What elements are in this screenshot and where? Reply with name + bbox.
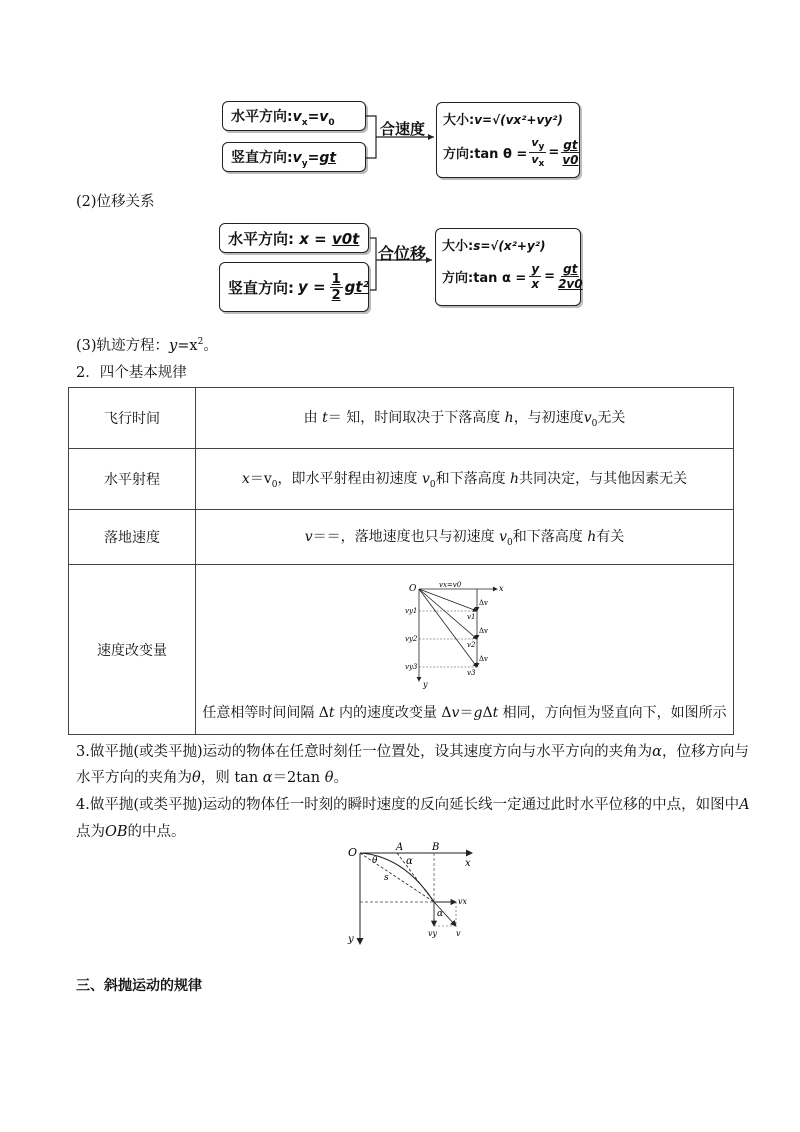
- var: A: [739, 797, 750, 813]
- var-sub: 0: [591, 418, 598, 429]
- table-row: [69, 388, 734, 449]
- den-sub: x: [538, 159, 545, 170]
- den: x: [531, 277, 540, 291]
- formula: x =: [299, 230, 327, 248]
- var: v: [421, 471, 430, 488]
- text: 无关: [597, 410, 626, 427]
- den: v0: [562, 153, 579, 168]
- box-label: 竖直方向:: [228, 278, 294, 297]
- table-row: [69, 565, 734, 735]
- top-label: vx=v0: [438, 581, 461, 589]
- displacement-vertical-box: [219, 262, 369, 312]
- formula-value: gt: [319, 150, 337, 166]
- fraction: [561, 138, 579, 167]
- table-row: [69, 510, 734, 565]
- para-4-line-2: [76, 820, 186, 841]
- dv-label-2: Δv: [478, 627, 488, 635]
- v3-label: v3: [466, 669, 475, 677]
- var: t: [492, 705, 499, 721]
- box-label: 水平方向:: [231, 109, 293, 125]
- text: ＝＝，落地速度也只与初速度: [312, 529, 495, 546]
- den: v: [531, 153, 539, 167]
- trajectory-eq: =x: [177, 338, 198, 354]
- text: 由: [303, 410, 318, 427]
- den: 2v0: [558, 277, 583, 291]
- trajectory-sup: 2: [197, 337, 204, 348]
- row-name: 落地速度: [69, 510, 196, 565]
- alpha2-label: α: [437, 909, 444, 919]
- text: 有关: [596, 529, 625, 546]
- text: ＝2tan: [272, 770, 325, 786]
- formula-sub: y: [301, 158, 308, 169]
- O-label: O: [348, 846, 358, 859]
- formula-value: gt²: [344, 278, 370, 296]
- formula-eq: =: [307, 150, 320, 166]
- text: Δ: [482, 705, 493, 721]
- text: ，与初速度: [513, 410, 584, 427]
- eq: =: [548, 145, 560, 161]
- dv-label-1: Δv: [478, 599, 488, 607]
- origin-label: O: [408, 584, 416, 594]
- mag-label: 大小:: [442, 239, 474, 254]
- vy2-label: vy2: [404, 635, 417, 643]
- text: 和下落高度: [512, 529, 583, 546]
- vy-label: vy: [428, 929, 438, 938]
- vy1-label: vy1: [404, 607, 417, 615]
- text: 任意相等时间间隔 Δ: [202, 705, 329, 721]
- row-content: [196, 449, 734, 510]
- mag-label: 大小:: [443, 113, 475, 128]
- text: 点为: [76, 824, 105, 840]
- text: 共同决定，与其他因素无关: [519, 471, 688, 488]
- var: α: [262, 770, 273, 786]
- x-label: x: [465, 858, 471, 869]
- section-3-label: (3)轨迹方程：: [76, 338, 170, 354]
- rules-table: [68, 387, 734, 735]
- para-3-line-2: [76, 766, 348, 787]
- row-content: [196, 388, 734, 449]
- row-name: 飞行时间: [69, 388, 196, 449]
- num: y: [531, 262, 540, 276]
- num: gt: [563, 262, 578, 276]
- formula-sub: 0: [328, 117, 335, 128]
- v-label: v: [456, 929, 461, 938]
- fraction: [558, 262, 583, 291]
- theta-label: θ: [372, 856, 378, 866]
- y-axis-label: y: [422, 680, 428, 689]
- den: 2: [331, 287, 341, 303]
- velocity-change-figure: [405, 579, 525, 695]
- box-label: 水平方向:: [228, 230, 294, 248]
- box-label: 竖直方向:: [231, 150, 293, 166]
- fraction: [330, 272, 343, 303]
- para-3-line-1: [76, 740, 749, 761]
- num: v: [531, 136, 539, 149]
- text: ＝v: [249, 471, 272, 488]
- table-row: [69, 449, 734, 510]
- s-label: s: [384, 873, 389, 883]
- var-sub: 0: [271, 479, 278, 490]
- mag-formula: s=√(x²+y²): [473, 239, 546, 253]
- mag-formula: v=√(vx²+vy²): [474, 113, 563, 127]
- num: 1: [331, 271, 341, 287]
- var: h: [504, 410, 514, 427]
- velocity-vertical-box: [222, 142, 366, 172]
- text: 内的速度改变量 Δ: [334, 705, 452, 721]
- B-label: B: [432, 842, 440, 853]
- text: 的中点。: [127, 824, 186, 840]
- text: ＝ 知，时间取决于下落高度: [327, 410, 501, 427]
- var-sub: 0: [429, 479, 436, 490]
- row-name: 水平射程: [69, 449, 196, 510]
- projectile-figure: [344, 838, 480, 948]
- velocity-change-caption: [196, 702, 733, 722]
- dv-label-3: Δv: [478, 655, 488, 663]
- text: ，则 tan: [200, 770, 263, 786]
- text: ，即水平射程由初速度: [277, 471, 418, 488]
- displacement-horizontal-box: [219, 223, 369, 253]
- formula: v: [292, 109, 302, 125]
- fraction: [529, 136, 546, 169]
- var: v: [451, 705, 460, 721]
- text: ＝: [459, 705, 474, 721]
- var: t: [322, 410, 328, 427]
- velocity-horizontal-box: [222, 101, 366, 131]
- displacement-result-box: [435, 228, 581, 306]
- dir-label: 方向:tan θ =: [443, 147, 528, 163]
- para-4-line-1: [76, 793, 750, 814]
- vx-label: vx: [458, 897, 468, 906]
- formula-value: v0t: [331, 230, 360, 248]
- var: g: [473, 705, 483, 721]
- var: x: [241, 471, 250, 488]
- trajectory-end: 。: [203, 338, 218, 354]
- A-label: A: [396, 842, 404, 853]
- var: h: [510, 471, 520, 488]
- y-label: y: [348, 934, 354, 945]
- formula: y =: [298, 278, 326, 296]
- dir-label: 方向:tan α =: [442, 271, 527, 286]
- velocity-combine-label: 合速度: [380, 120, 426, 138]
- text: 水平方向的夹角为: [76, 770, 192, 786]
- formula: v: [292, 150, 302, 166]
- var-sub: 0: [507, 537, 513, 548]
- trajectory-formula: y: [169, 338, 178, 354]
- var: OB: [105, 824, 128, 840]
- var: h: [587, 529, 597, 546]
- var: v: [499, 529, 508, 546]
- var: v: [304, 529, 313, 546]
- vy3-label: vy3: [404, 663, 417, 671]
- v2-label: v2: [466, 641, 475, 649]
- text: 和下落高度: [435, 471, 506, 488]
- text: ，位移方向与: [661, 744, 749, 760]
- alpha-label: α: [406, 856, 413, 867]
- text: 4.做平抛(或类平抛)运动的物体任一时刻的瞬时速度的反向延长线一定通过此时水平位移的中点，如图中: [76, 797, 740, 813]
- formula-sub: x: [301, 117, 308, 128]
- row-content: [196, 510, 734, 565]
- text: 相同，方向恒为竖直向下，如图所示: [498, 705, 727, 721]
- var: θ: [192, 770, 201, 786]
- num: gt: [563, 138, 578, 153]
- text: 3.做平抛(或类平抛)运动的物体在任意时刻任一位置处，设其速度方向与水平方向的夹角为: [76, 744, 653, 760]
- var: v: [583, 410, 592, 427]
- displacement-combine-label: 合位移: [378, 244, 427, 263]
- var: α: [652, 744, 662, 760]
- heading-3: 三、斜抛运动的规律: [76, 978, 202, 994]
- heading-2: 2．四个基本规律: [76, 365, 187, 381]
- var: t: [328, 705, 335, 721]
- num-sub: y: [538, 142, 545, 153]
- formula-eq: =v: [307, 109, 329, 125]
- x-axis-label: x: [498, 584, 504, 593]
- row-content: [196, 565, 734, 735]
- var: θ: [324, 770, 334, 786]
- v1-label: v1: [466, 613, 475, 621]
- section-3-line: [76, 334, 218, 355]
- row-name: 速度改变量: [69, 565, 196, 735]
- eq: =: [544, 269, 556, 284]
- section-2-label: (2)位移关系: [76, 194, 155, 210]
- fraction: [529, 262, 541, 291]
- velocity-result-box: [436, 102, 580, 178]
- text: 。: [333, 770, 348, 786]
